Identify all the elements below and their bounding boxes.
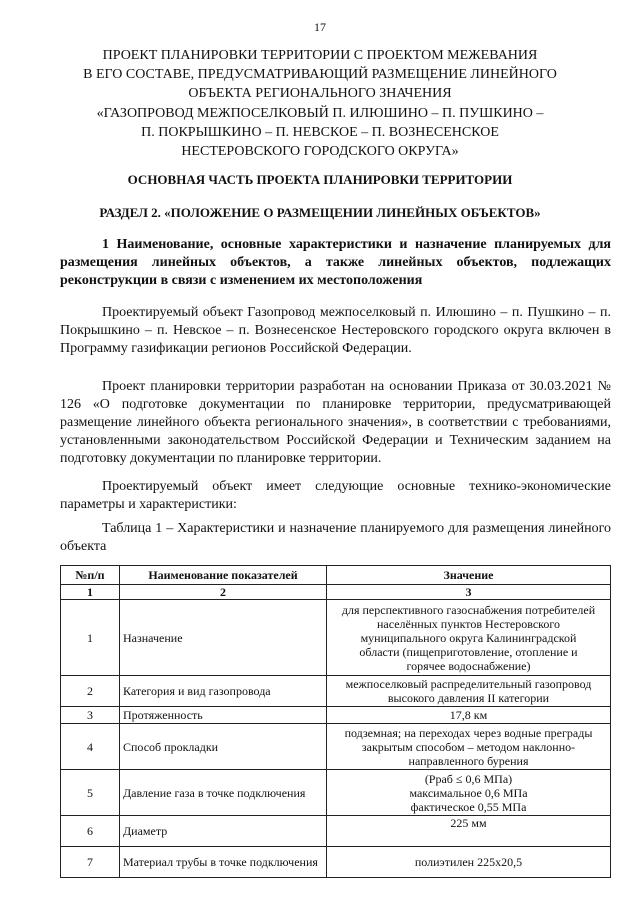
title-line: «ГАЗОПРОВОД МЕЖПОСЕЛКОВЫЙ П. ИЛЮШИНО – П. ПУШКИНО – [96,105,544,121]
document-title [60,46,580,161]
value-line: для перспективного газоснабжения потребителей [341,602,596,617]
row-value [327,770,611,816]
section-heading: РАЗДЕЛ 2. «ПОЛОЖЕНИЕ О РАЗМЕЩЕНИИ ЛИНЕЙНЫХ ОБЪЕКТОВ» [99,205,541,220]
table-row [61,600,611,676]
row-number: 5 [61,770,120,816]
table-header-row [61,566,611,585]
page-number: 17 [314,20,326,34]
row-number: 1 [61,600,120,676]
table-row [61,724,611,770]
value-line: 225 мм [450,816,487,830]
header-cell: Наименование показателей [120,566,327,585]
value-line: (Рраб ≤ 0,6 МПа) [424,771,513,786]
value-line: подземная; на переходах через водные преграды [344,725,593,740]
header-cell: Значение [327,566,611,585]
value-line: полиэтилен 225х20,5 [414,855,523,869]
row-number: 2 [61,676,120,707]
table-row [61,676,611,707]
column-number-cell: 1 [61,585,120,600]
column-number-cell: 3 [327,585,611,600]
value-line: межпоселковый распределительный газопровод [345,677,592,691]
value-line: направленного бурения [408,753,529,768]
paragraph: Проектируемый объект Газопровод межпоселковый п. Илюшино – п. Пушкино – п. Покрышкино – п. Невское – п. Вознесенское Нестеровского городского округа включен в Программу газификации регионов Российской Федерации. [60,305,611,356]
row-name: Материал трубы в точке подключения [120,847,327,878]
row-name: Способ прокладки [120,724,327,770]
paragraph: Проект планировки территории разработан на основании Приказа от 30.03.2021 № 126 «О подготовке документации по планировке территории, предусматривающей размещение линейного объекта регионального значения», в соответствии с требованиями, установленными законодательством Российской Федерации и Техническим заданием на подготовку документации по планировке территории. [60,379,611,466]
row-name: Давление газа в точке подключения [120,770,327,816]
row-number: 7 [61,847,120,878]
title-line: П. ПОКРЫШКИНО – П. НЕВСКОЕ – П. ВОЗНЕСЕНСКОЕ [141,124,499,140]
header-cell: №п/п [61,566,120,585]
column-number-cell: 2 [120,585,327,600]
row-name: Диаметр [120,816,327,847]
value-line: горячее водоснабжение) [406,658,531,673]
row-number: 6 [61,816,120,847]
value-line: 17,8 км [449,708,488,722]
value-line: фактическое 0,55 МПа [410,799,527,814]
title-line: НЕСТЕРОВСКОГО ГОРОДСКОГО ОКРУГА» [181,144,459,160]
table-row [61,707,611,724]
value-line: области (пищеприготовление, отопление и [359,644,578,659]
row-value [327,816,611,847]
row-name: Категория и вид газопровода [120,676,327,707]
table-row [61,816,611,847]
title-line: ОБЪЕКТА РЕГИОНАЛЬНОГО ЗНАЧЕНИЯ [188,86,452,102]
value-line: высокого давления II категории [387,691,550,705]
row-value [327,600,611,676]
value-line: максимальное 0,6 МПа [409,785,528,800]
row-value [327,724,611,770]
title-line: ПРОЕКТ ПЛАНИРОВКИ ТЕРРИТОРИИ С ПРОЕКТОМ МЕЖЕВАНИЯ [102,48,538,63]
title-line: В ЕГО СОСТАВЕ, ПРЕДУСМАТРИВАЮЩИЙ РАЗМЕЩЕНИЕ ЛИНЕЙНОГО [83,67,557,83]
row-name: Протяженность [120,707,327,724]
row-number: 3 [61,707,120,724]
table-row [61,770,611,816]
row-number: 4 [61,724,120,770]
row-value [327,676,611,707]
paragraph: Проектируемый объект имеет следующие основные технико-экономические параметры и характеристики: [60,479,611,512]
main-heading: ОСНОВНАЯ ЧАСТЬ ПРОЕКТА ПЛАНИРОВКИ ТЕРРИТОРИИ [127,172,513,187]
row-value [327,847,611,878]
table-caption: Таблица 1 – Характеристики и назначение планируемого для размещения линейного объекта [60,521,611,554]
row-name: Назначение [120,600,327,676]
characteristics-table [60,565,611,878]
row-value [327,707,611,724]
value-line: муниципального округа Калининградской [360,630,577,645]
value-line: населённых пунктов Нестеровского [377,616,560,631]
subsection-heading: 1 Наименование, основные характеристики и назначение планируемых для размещения линейных объектов, а также линейных объектов, подлежащих реконструкции в связи с изменением их местоположения [60,237,611,288]
value-line: закрытым способом – методом наклонно- [361,739,576,754]
table-row [61,847,611,878]
column-number-row [61,585,611,600]
